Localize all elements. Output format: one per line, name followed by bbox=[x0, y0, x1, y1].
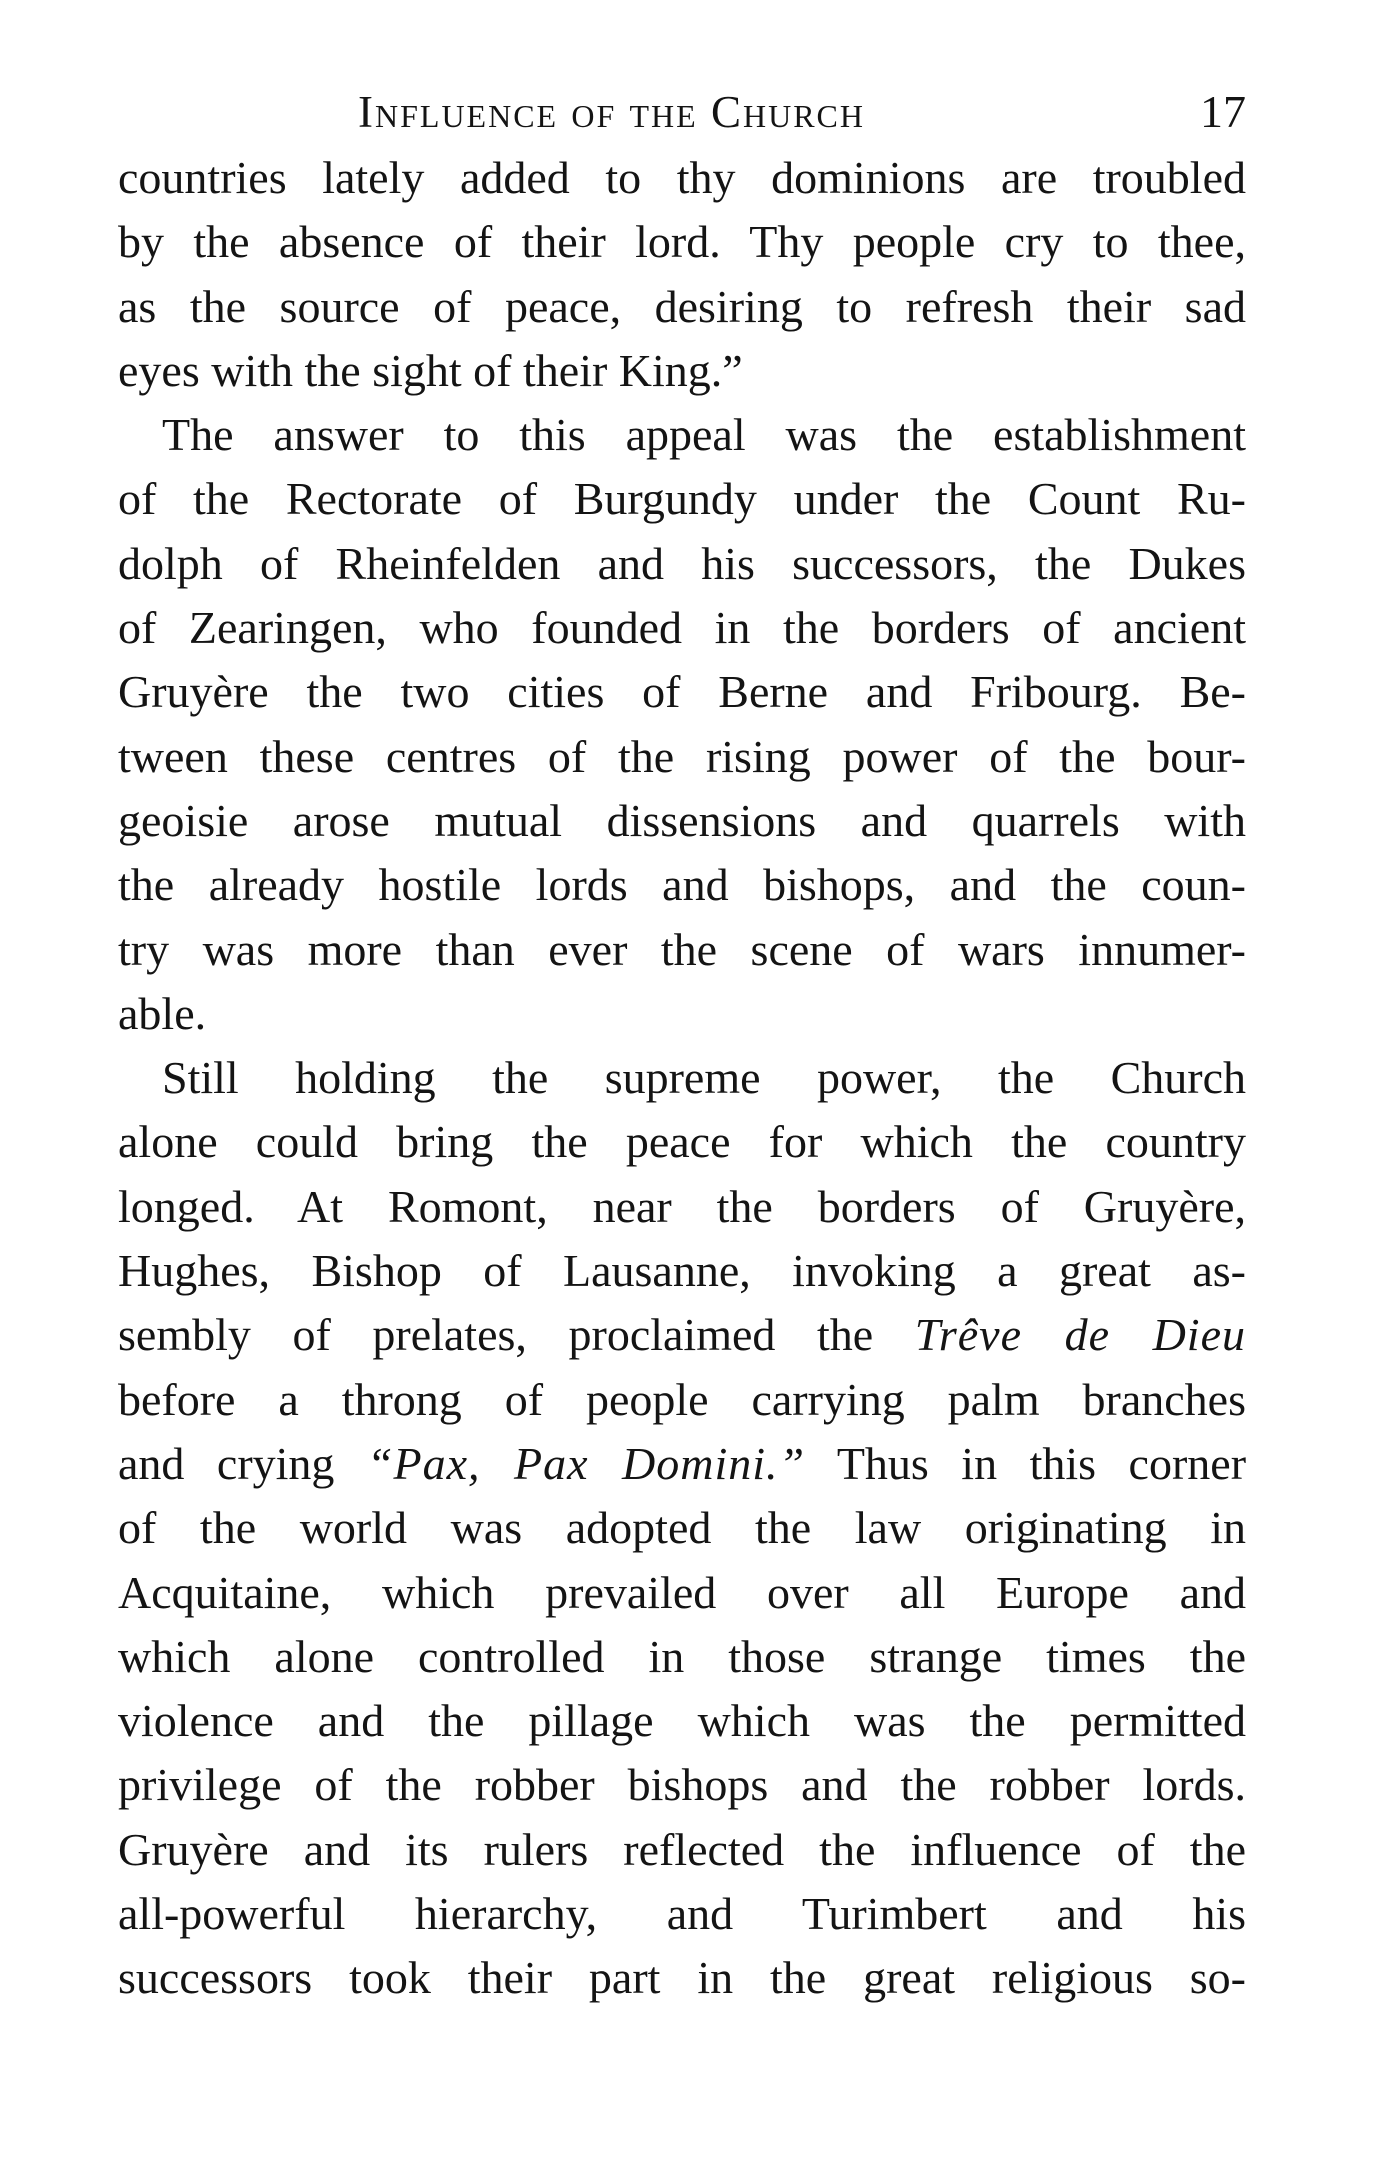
text-line: longed. At Romont, near the borders of Gruyère, bbox=[118, 1180, 1246, 1232]
text-line: of the Rectorate of Burgundy under the Count Ru- bbox=[118, 473, 1246, 525]
text-line: able. bbox=[118, 987, 207, 1039]
text-line: by the absence of their lord. Thy people cry to thee, bbox=[118, 216, 1246, 268]
text-line: tween these centres of the rising power of the bour- bbox=[118, 730, 1246, 782]
text-line: the already hostile lords and bishops, and the coun- bbox=[118, 859, 1246, 911]
text-line: violence and the pillage which was the permitted bbox=[118, 1695, 1246, 1747]
text-line: of Zearingen, who founded in the borders of ancient bbox=[118, 602, 1246, 654]
text-line: before a throng of people carrying palm branches bbox=[118, 1373, 1246, 1425]
text-fragment: Thus in this corner bbox=[836, 1437, 1247, 1489]
text-line: dolph of Rheinfelden and his successors, the Dukes bbox=[118, 537, 1246, 589]
text-fragment: and crying bbox=[118, 1437, 335, 1489]
book-page bbox=[118, 82, 1246, 2011]
text-line: Still holding the supreme power, the Church bbox=[162, 1052, 1246, 1104]
text-line: all-powerful hierarchy, and Turimbert and his bbox=[118, 1888, 1246, 1940]
text-line: geoisie arose mutual dissensions and quarrels with bbox=[118, 794, 1246, 846]
text-line: as the source of peace, desiring to refresh their sad bbox=[118, 280, 1246, 332]
text-fragment: sembly of prelates, proclaimed the bbox=[118, 1309, 874, 1361]
text-line: alone could bring the peace for which the country bbox=[118, 1116, 1246, 1168]
text-line bbox=[118, 1432, 1246, 1496]
text-line: eyes with the sight of their King.” bbox=[118, 344, 743, 396]
text-line: Gruyère and its rulers reflected the influence of the bbox=[118, 1823, 1246, 1875]
text-line: countries lately added to thy dominions are troubled bbox=[118, 152, 1246, 203]
text-line: of the world was adopted the law originating in bbox=[118, 1502, 1246, 1554]
running-header bbox=[118, 82, 1246, 142]
text-line bbox=[118, 1303, 1246, 1367]
text-line: which alone controlled in those strange times the bbox=[118, 1630, 1246, 1682]
text-line: privilege of the robber bishops and the robber lords. bbox=[118, 1759, 1246, 1811]
body-text bbox=[118, 146, 1246, 2011]
text-line: The answer to this appeal was the establishment bbox=[162, 409, 1246, 461]
text-line: successors took their part in the great religious so- bbox=[118, 1952, 1246, 2004]
running-title: Influence of the Church bbox=[358, 87, 865, 137]
text-line: Acquitaine, which prevailed over all Europe and bbox=[118, 1566, 1246, 1618]
italic-phrase: Trêve de Dieu bbox=[914, 1309, 1247, 1361]
text-line: Gruyère the two cities of Berne and Fribourg. Be- bbox=[118, 666, 1246, 718]
page-number: 17 bbox=[1200, 86, 1246, 137]
text-line: Hughes, Bishop of Lausanne, invoking a great as- bbox=[118, 1245, 1246, 1297]
text-line: try was more than ever the scene of wars innumer- bbox=[118, 923, 1246, 975]
italic-phrase: “Pax, Pax Domini.” bbox=[366, 1437, 806, 1489]
